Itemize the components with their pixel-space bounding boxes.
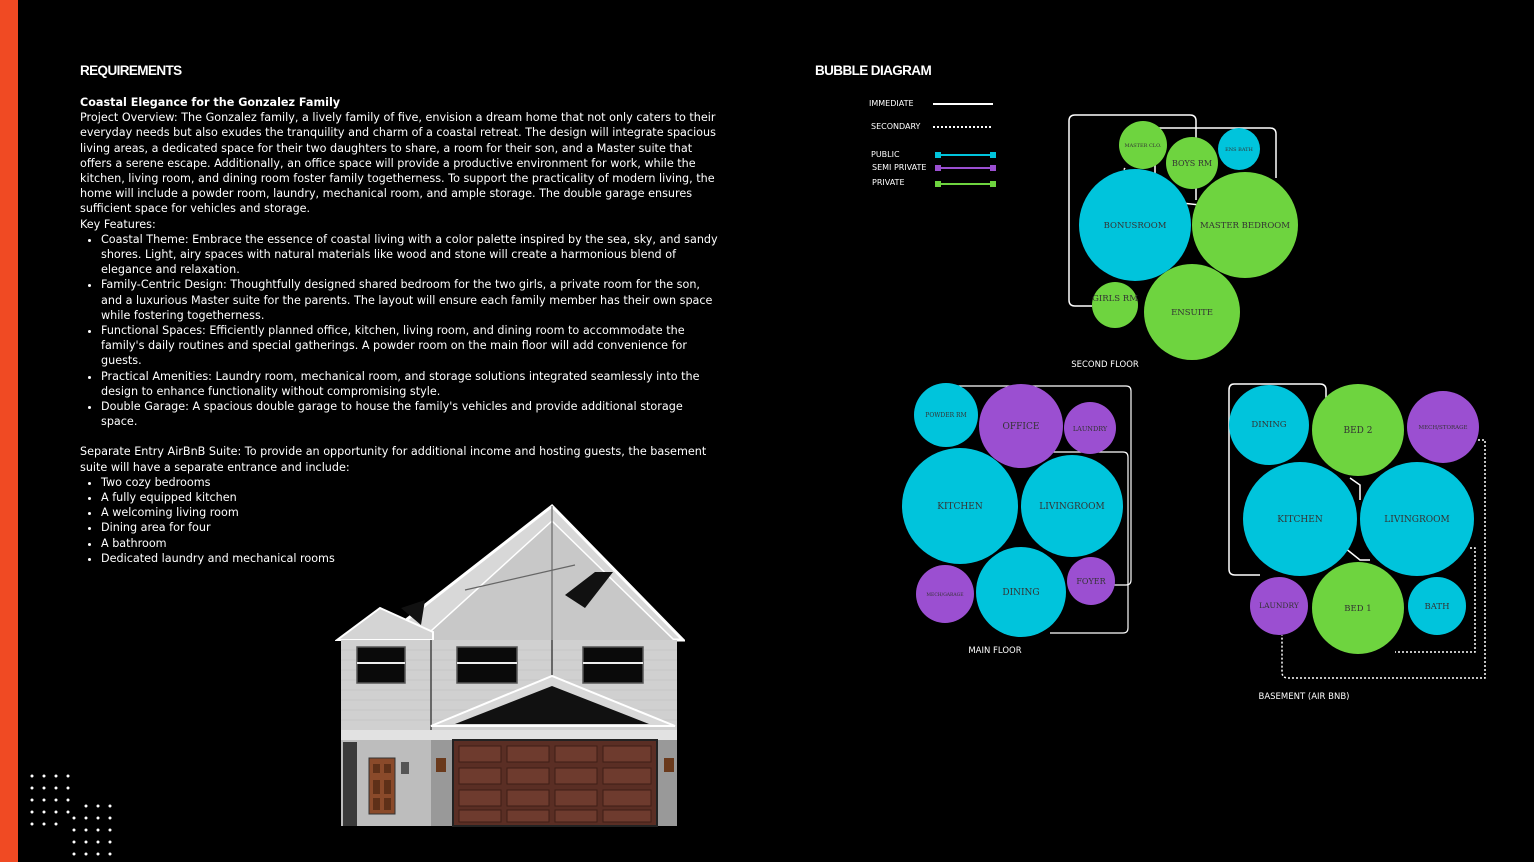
room-label: BED 2 <box>1343 426 1373 436</box>
room-label: BOYS RM <box>1171 159 1213 168</box>
room-label: FOYER <box>1076 577 1106 586</box>
legend-secondary-label: SECONDARY <box>871 122 921 131</box>
room-label: LAUNDRY <box>1259 601 1299 610</box>
list-item: • A fully equipped kitchen <box>101 490 720 505</box>
requirements-heading: REQUIREMENTS <box>80 63 182 78</box>
room-label: KITCHEN <box>937 502 983 512</box>
room-label: MECH/STORAGE <box>1418 425 1468 431</box>
house-illustration <box>335 500 685 830</box>
legend-semi-private-label: SEMI PRIVATE <box>872 163 927 172</box>
room-label: DINING <box>1002 588 1040 598</box>
room-bubble-girls-rm <box>1092 282 1138 328</box>
list-item: • A welcoming living room <box>101 505 720 520</box>
room-label: POWDER RM <box>925 412 967 419</box>
legend-private-label: PRIVATE <box>872 178 905 187</box>
room-label: LIVINGROOM <box>1384 515 1450 525</box>
legend-public-label: PUBLIC <box>871 150 900 159</box>
second-floor-label: SECOND FLOOR <box>1071 360 1139 370</box>
basement-floor-label: BASEMENT (AIR BNB) <box>1258 692 1350 702</box>
list-item: • Dining area for four <box>101 520 720 535</box>
room-label: BED 1 <box>1344 604 1372 614</box>
list-item: • Family-Centric Design: Thoughtfully designed shared bedroom for the two girls, a private room for the son, and a luxurious Master suite for the parents. The layout will ensure each family member has their own space while fostering togetherness. <box>101 277 720 323</box>
legend-immediate-label: IMMEDIATE <box>869 99 914 108</box>
key-features-label: Key Features: <box>80 217 156 231</box>
airbnb-intro: Separate Entry AirBnB Suite: To provide an opportunity for additional income and hosting guests, the basement suite will have a separate entrance and include: <box>80 445 707 474</box>
bubble-diagram-heading: BUBBLE DIAGRAM <box>815 63 932 78</box>
room-label: OFFICE <box>1002 422 1040 432</box>
room-label: BATH <box>1424 602 1450 612</box>
list-item: • Two cozy bedrooms <box>101 475 720 490</box>
room-label: MASTER CLO. <box>1124 143 1162 149</box>
second-floor-bubbles <box>1079 121 1298 360</box>
project-overview: Project Overview: The Gonzalez family, a lively family of five, envision a dream home that not only caters to their everyday needs but also exudes the tranquility and charm of a coastal retreat. The design will integrate spacious living areas, a dedicated space for their two daughters to share, a room for their son, and a Master suite that offers a serene escape. Additionally, an office space will provide a productive environment for work, while the kitchen, living room, and dining room foster family togetherness. To support the practicality of modern living, the home will include a powder room, laundry, mechanical room, and ample storage. The double garage ensures sufficient space for vehicles and storage. <box>80 111 716 216</box>
list-item: • Dedicated laundry and mechanical rooms <box>101 551 720 566</box>
list-item: • Coastal Theme: Embrace the essence of coastal living with a color palette inspired by the sea, sky, and sandy shores. Light, airy spaces with natural materials like wood and stone will create a harmonious blend of elegance and relaxation. <box>101 232 720 278</box>
room-label: KITCHEN <box>1277 515 1323 525</box>
room-label: LIVINGROOM <box>1039 502 1105 512</box>
room-label: MASTER BEDROOM <box>1200 221 1290 231</box>
list-item: • Practical Amenities: Laundry room, mechanical room, and storage solutions integrated seamlessly into the design to enhance functionality without compromising style. <box>101 369 720 399</box>
room-label: BONUSROOM <box>1103 221 1167 231</box>
room-label: DINING <box>1251 420 1287 430</box>
room-label: GIRLS RM <box>1092 294 1138 304</box>
room-label: ENSUITE <box>1171 308 1213 318</box>
room-label: LAUNDRY <box>1072 425 1108 433</box>
room-label: ENS BATH <box>1225 147 1253 153</box>
list-item: • Double Garage: A spacious double garage to house the family's vehicles and provide additional storage space. <box>101 399 720 429</box>
room-label: MECH/GARAGE <box>926 593 964 598</box>
project-subtitle: Coastal Elegance for the Gonzalez Family <box>80 96 341 109</box>
list-item: • A bathroom <box>101 536 720 551</box>
list-item: • Functional Spaces: Efficiently planned office, kitchen, living room, and dining room to accommodate the family's daily routines and special gatherings. A powder room on the main floor will add convenience for guests. <box>101 323 720 369</box>
main-floor-label: MAIN FLOOR <box>968 646 1022 656</box>
